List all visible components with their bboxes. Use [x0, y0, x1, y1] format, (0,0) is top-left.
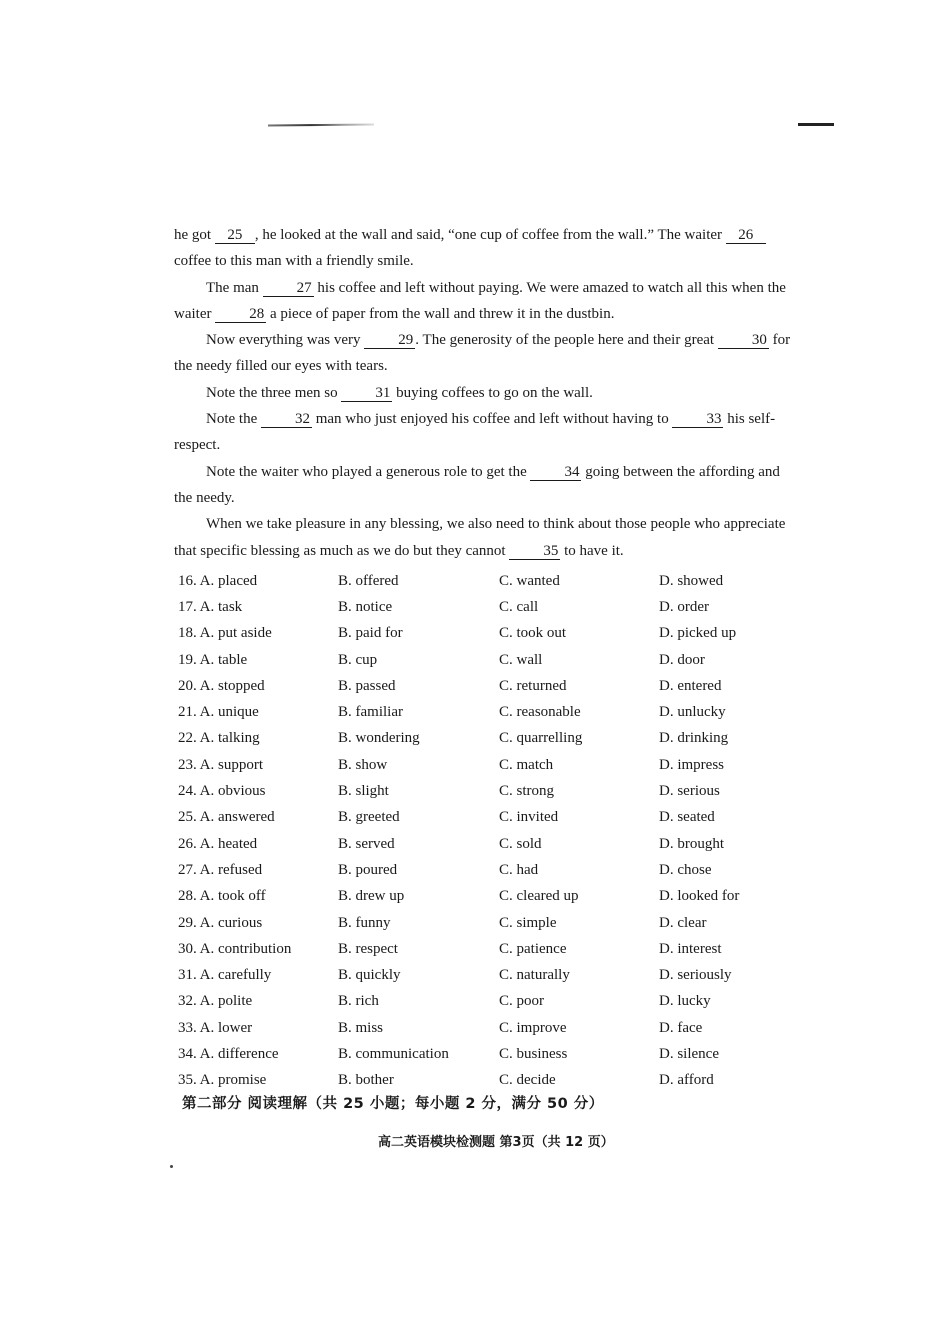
passage-text: Note the: [206, 411, 261, 428]
option-b: B. cup: [338, 651, 378, 668]
option-c: C. sold: [499, 835, 542, 852]
question-options-row: [178, 910, 798, 936]
passage-text: When we take pleasure in any blessing, we also need to think about those people who appreciate that specific blessing as much as we do but they cannot: [174, 516, 786, 559]
option-b: B. notice: [338, 598, 393, 615]
option-d: D. door: [659, 651, 705, 668]
option-a: 19. A. table: [178, 651, 248, 668]
passage-text: his coffee and left without paying. We were amazed to watch all this when the waiter: [174, 279, 786, 322]
question-options-row: [178, 1015, 798, 1041]
option-a: 23. A. support: [178, 756, 264, 773]
passage-paragraph: [174, 511, 796, 564]
option-c: C. strong: [499, 783, 555, 800]
passage-text: a piece of paper from the wall and threw it in the dustbin.: [266, 305, 615, 322]
passage-paragraph: [174, 275, 796, 328]
option-a: 24. A. obvious: [178, 783, 266, 800]
option-a: 25. A. answered: [178, 809, 275, 826]
cloze-passage: [174, 222, 796, 564]
question-options-row: [178, 831, 798, 857]
option-d: D. drinking: [659, 730, 729, 747]
option-b: B. familiar: [338, 704, 403, 721]
option-c: C. reasonable: [499, 704, 581, 721]
option-a: 21. A. unique: [178, 704, 259, 721]
question-options-row: [178, 647, 798, 673]
question-options-row: [178, 857, 798, 883]
option-d: D. picked up: [659, 625, 737, 642]
option-d: D. impress: [659, 756, 724, 773]
option-d: D. afford: [659, 1072, 714, 1089]
passage-text: The man: [206, 279, 263, 296]
question-options-row: [178, 594, 798, 620]
option-a: 22. A. talking: [178, 730, 260, 747]
scan-artifact-line: [798, 123, 834, 126]
option-d: D. chose: [659, 861, 712, 878]
question-options-row: [178, 989, 798, 1015]
option-d: D. clear: [659, 914, 707, 931]
question-options-row: [178, 621, 798, 647]
passage-text: he got: [174, 227, 215, 243]
option-a: 17. A. task: [178, 598, 243, 615]
passage-text: Note the three men so: [206, 384, 342, 401]
passage-text: going between the affording and the needy.: [174, 463, 780, 506]
passage-text: buying coffees to go on the wall.: [392, 384, 593, 401]
option-b: B. funny: [338, 914, 391, 931]
option-c: C. match: [499, 756, 554, 773]
passage-text: to have it.: [560, 542, 624, 559]
option-c: C. naturally: [499, 967, 570, 984]
page-footer: 高二英语模块检测题 第3页（共 12 页）: [378, 1135, 614, 1150]
option-d: D. silence: [659, 1045, 719, 1062]
blank-number: 32: [261, 411, 312, 428]
option-c: C. improve: [499, 1019, 567, 1036]
question-options-row: [178, 726, 798, 752]
option-b: B. communication: [338, 1045, 449, 1062]
option-d: D. interest: [659, 940, 722, 957]
option-a: 30. A. contribution: [178, 940, 292, 957]
passage-text: . The generosity of the people here and their great: [415, 332, 718, 349]
option-a: 28. A. took off: [178, 888, 266, 905]
option-d: D. serious: [659, 783, 720, 800]
option-a: 20. A. stopped: [178, 677, 265, 694]
blank-number: 34: [530, 464, 581, 481]
passage-paragraph: [174, 380, 796, 406]
passage-text: Now everything was very: [206, 332, 365, 349]
passage-paragraph: [174, 327, 796, 380]
option-c: C. took out: [499, 625, 567, 642]
option-a: 18. A. put aside: [178, 625, 272, 642]
option-a: 34. A. difference: [178, 1045, 279, 1062]
option-a: 16. A. placed: [178, 572, 258, 589]
option-d: D. looked for: [659, 888, 740, 905]
option-b: B. served: [338, 835, 395, 852]
option-c: C. wall: [499, 651, 543, 668]
blank-number: 27: [263, 280, 314, 297]
passage-text: his self-respect.: [174, 411, 776, 454]
question-options-row: [178, 752, 798, 778]
option-b: B. bother: [338, 1072, 394, 1089]
blank-number: 35: [509, 543, 560, 560]
passage-text: man who just enjoyed his coffee and left without having to: [311, 411, 673, 428]
option-a: 35. A. promise: [178, 1072, 267, 1089]
question-options-row: [178, 805, 798, 831]
option-b: B. poured: [338, 861, 398, 878]
option-c: C. cleared up: [499, 888, 579, 905]
option-d: D. showed: [659, 572, 724, 589]
question-options-row: [178, 699, 798, 725]
option-b: B. passed: [338, 677, 396, 694]
option-b: B. respect: [338, 940, 398, 957]
option-c: C. simple: [499, 914, 557, 931]
option-a: 26. A. heated: [178, 835, 258, 852]
question-options-row: [178, 884, 798, 910]
option-a: 29. A. curious: [178, 914, 263, 931]
option-b: B. miss: [338, 1019, 384, 1036]
option-a: 27. A. refused: [178, 861, 263, 878]
option-c: C. poor: [499, 993, 544, 1010]
question-options-row: [178, 673, 798, 699]
option-b: B. slight: [338, 783, 389, 800]
option-c: C. quarrelling: [499, 730, 583, 747]
option-c: C. had: [499, 861, 539, 878]
blank-number: 31: [341, 385, 392, 402]
option-b: B. rich: [338, 993, 379, 1010]
scan-speck: [170, 1165, 173, 1168]
option-d: D. unlucky: [659, 704, 726, 721]
question-options-row: [178, 962, 798, 988]
option-b: B. greeted: [338, 809, 400, 826]
blank-number: 25: [215, 227, 255, 244]
option-b: B. quickly: [338, 967, 401, 984]
section-title: 第二部分 阅读理解（共 25 小题；每小题 2 分，满分 50 分）: [182, 1096, 604, 1112]
option-c: C. returned: [499, 677, 567, 694]
question-options-row: [178, 1041, 798, 1067]
option-d: D. face: [659, 1019, 703, 1036]
option-d: D. seated: [659, 809, 715, 826]
passage-text: coffee to this man with a friendly smile.: [174, 253, 414, 270]
blank-number: 30: [718, 332, 769, 349]
option-d: D. entered: [659, 677, 722, 694]
blank-number: 29: [364, 332, 415, 349]
option-c: C. business: [499, 1045, 568, 1062]
question-options-row: [178, 936, 798, 962]
passage-paragraph: [174, 459, 796, 512]
option-b: B. paid for: [338, 625, 403, 642]
passage-text: , he looked at the wall and said, “one cup of coffee from the wall.” The waiter: [254, 227, 726, 243]
passage-paragraph: [174, 406, 796, 459]
option-a: 33. A. lower: [178, 1019, 253, 1036]
passage-text: for the needy filled our eyes with tears.: [174, 332, 791, 375]
option-d: D. lucky: [659, 993, 711, 1010]
option-b: B. show: [338, 756, 388, 773]
option-d: D. seriously: [659, 967, 732, 984]
option-c: C. patience: [499, 940, 567, 957]
question-options-row: [178, 1068, 798, 1094]
option-d: D. order: [659, 598, 709, 615]
option-c: C. wanted: [499, 572, 560, 589]
blank-number: 33: [672, 411, 723, 428]
option-c: C. invited: [499, 809, 559, 826]
passage-paragraph: [174, 222, 796, 275]
passage-text: Note the waiter who played a generous role to get the: [206, 463, 531, 480]
question-options-row: [178, 778, 798, 804]
cloze-options-list: [178, 568, 798, 1094]
blank-number: 26: [726, 227, 766, 244]
blank-number: 28: [215, 306, 266, 323]
scan-artifact-line: [268, 123, 374, 126]
option-a: 31. A. carefully: [178, 967, 272, 984]
option-b: B. offered: [338, 572, 399, 589]
question-options-row: [178, 568, 798, 594]
option-c: C. decide: [499, 1072, 556, 1089]
option-b: B. drew up: [338, 888, 405, 905]
option-c: C. call: [499, 598, 539, 615]
option-d: D. brought: [659, 835, 724, 852]
option-b: B. wondering: [338, 730, 420, 747]
option-a: 32. A. polite: [178, 993, 253, 1010]
